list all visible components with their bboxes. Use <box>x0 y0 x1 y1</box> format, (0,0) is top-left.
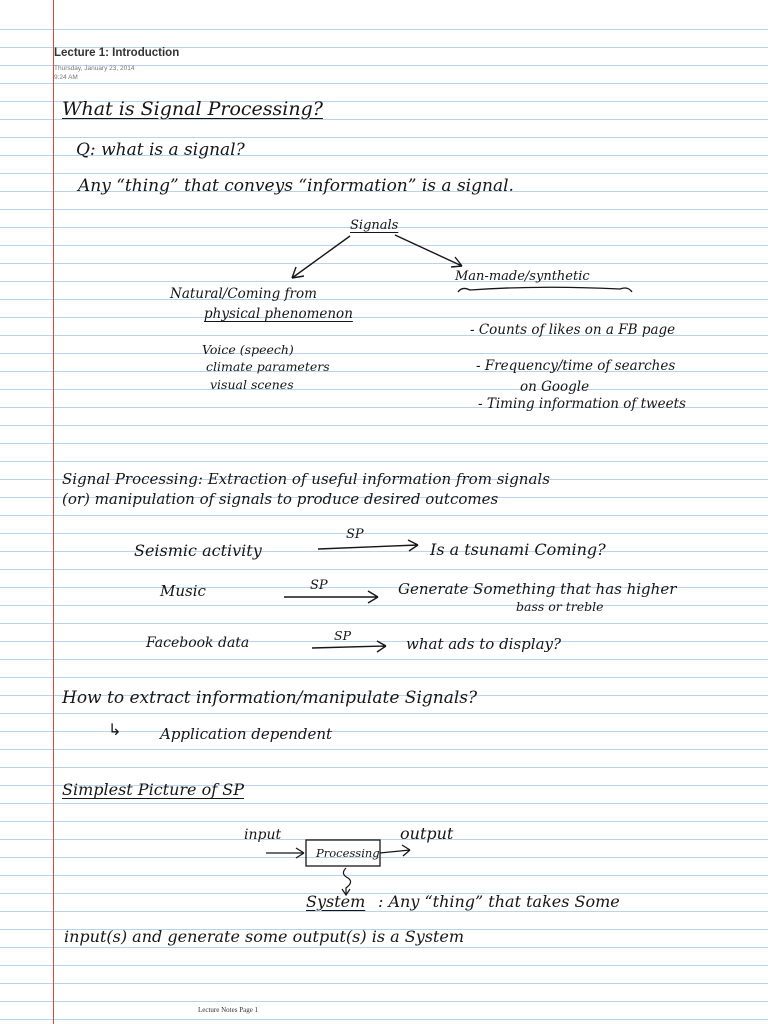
manmade-example: on Google <box>520 379 590 395</box>
example1-arrow-label: SP <box>346 527 364 542</box>
example2-right-line1: Generate Something that has higher <box>398 580 677 598</box>
manmade-label: Man-made/synthetic <box>455 269 590 284</box>
how-answer: Application dependent <box>160 725 333 743</box>
heading-simplest-picture: Simplest Picture of SP <box>62 780 244 799</box>
note-date: Thursday, January 23, 2014 <box>54 65 135 72</box>
arrow-right-icon: ↳ <box>108 720 122 739</box>
natural-example: visual scenes <box>210 377 294 392</box>
example1-right: Is a tsunami Coming? <box>430 540 606 559</box>
natural-label-line2: physical phenomenon <box>204 306 353 322</box>
note-time: 9:24 AM <box>54 74 78 81</box>
heading-what-is-sp: What is Signal Processing? <box>62 98 323 120</box>
input-label: input <box>244 827 282 843</box>
example3-left: Facebook data <box>146 635 250 651</box>
processing-label: Processing <box>316 846 380 860</box>
system-definition-line2: input(s) and generate some output(s) is a System <box>64 927 465 946</box>
question-line: Q: what is a signal? <box>76 140 245 160</box>
example3-right: what ads to display? <box>406 635 562 653</box>
note-title: Lecture 1: Introduction <box>54 47 180 59</box>
output-label: output <box>400 824 454 843</box>
example3-arrow-label: SP <box>334 628 351 643</box>
natural-example: Voice (speech) <box>202 342 294 357</box>
signal-definition: Any “thing” that conveys “information” is a signal. <box>78 176 514 196</box>
manmade-example: - Counts of likes on a FB page <box>470 322 676 338</box>
natural-label-line1: Natural/Coming from <box>170 286 317 302</box>
example2-right-line2: bass or treble <box>516 599 604 614</box>
signals-label: Signals <box>350 218 399 233</box>
natural-example: climate parameters <box>206 359 330 374</box>
sp-definition-line2: (or) manipulation of signals to produce desired outcomes <box>62 490 499 508</box>
sp-definition-line1: Signal Processing: Extraction of useful information from signals <box>62 470 550 488</box>
page-footer: Lecture Notes Page 1 <box>198 1006 259 1014</box>
manmade-example: - Frequency/time of searches <box>476 358 676 374</box>
how-line: How to extract information/manipulate Signals? <box>62 688 478 708</box>
system-word: System <box>306 892 366 911</box>
manmade-example: - Timing information of tweets <box>478 396 686 412</box>
example1-left: Seismic activity <box>134 541 262 560</box>
example2-left: Music <box>160 582 206 600</box>
system-definition-line1: : Any “thing” that takes Some <box>378 892 620 911</box>
example2-arrow-label: SP <box>310 578 328 593</box>
